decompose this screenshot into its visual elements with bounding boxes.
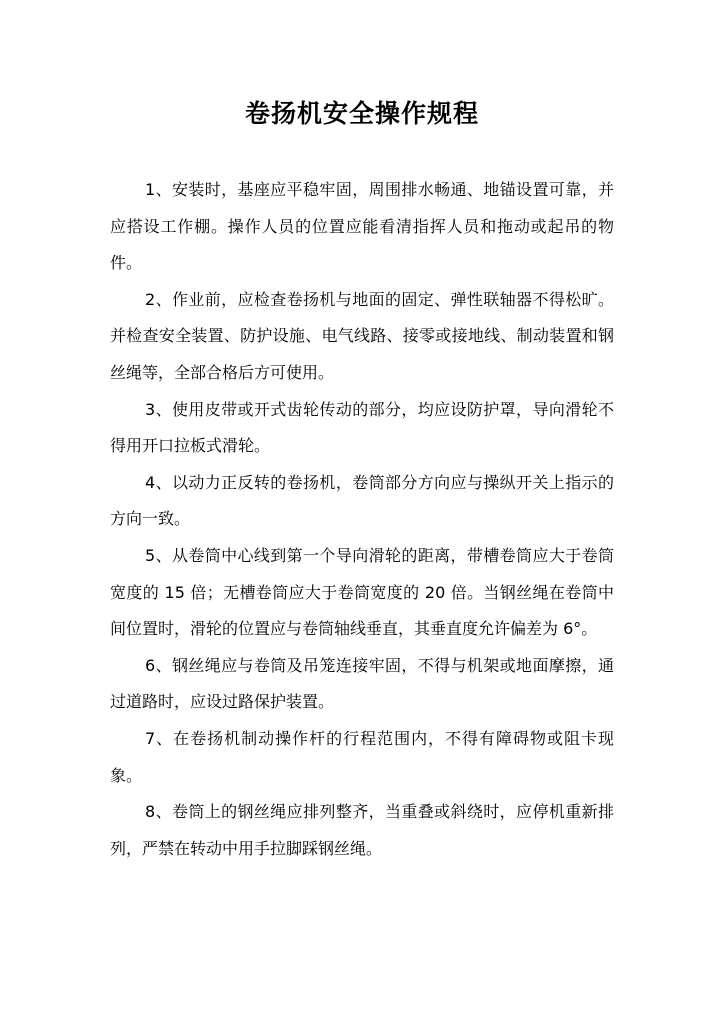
document-title: 卷扬机安全操作规程 xyxy=(244,99,479,128)
paragraph-1: 1、安装时，基座应平稳牢固，周围排水畅通、地锚设置可靠，并应搭设工作棚。操作人员的位置应能看清指挥人员和拖动或起吊的物件。 xyxy=(110,180,614,273)
paragraph-7: 7、在卷扬机制动操作杆的行程范围内，不得有障碍物或阻卡现象。 xyxy=(110,728,614,785)
paragraph-4: 4、以动力正反转的卷扬机，卷筒部分方向应与操纵开关上指示的方向一致。 xyxy=(110,472,614,529)
paragraph-2: 2、作业前，应检查卷扬机与地面的固定、弹性联轴器不得松旷。并检查安全装置、防护设施、电气线路、接零或接地线、制动装置和钢丝绳等，全部合格后方可使用。 xyxy=(110,289,614,382)
paragraph-5: 5、从卷筒中心线到第一个导向滑轮的距离，带槽卷筒应大于卷筒宽度的 15 倍；无槽卷筒应大于卷筒宽度的 20 倍。当钢丝绳在卷筒中间位置时，滑轮的位置应与卷筒轴线垂直，其垂直度允许偏差为 6°。 xyxy=(110,545,614,639)
paragraph-6: 6、钢丝绳应与卷筒及吊笼连接牢固，不得与机架或地面摩擦，通过道路时，应设过路保护装置。 xyxy=(110,655,614,712)
document-body xyxy=(110,172,614,867)
paragraph-3: 3、使用皮带或开式齿轮传动的部分，均应设防护罩，导向滑轮不得用开口拉板式滑轮。 xyxy=(110,399,614,456)
paragraph-8: 8、卷筒上的钢丝绳应排列整齐，当重叠或斜绕时，应停机重新排列，严禁在转动中用手拉脚踩钢丝绳。 xyxy=(110,802,614,858)
